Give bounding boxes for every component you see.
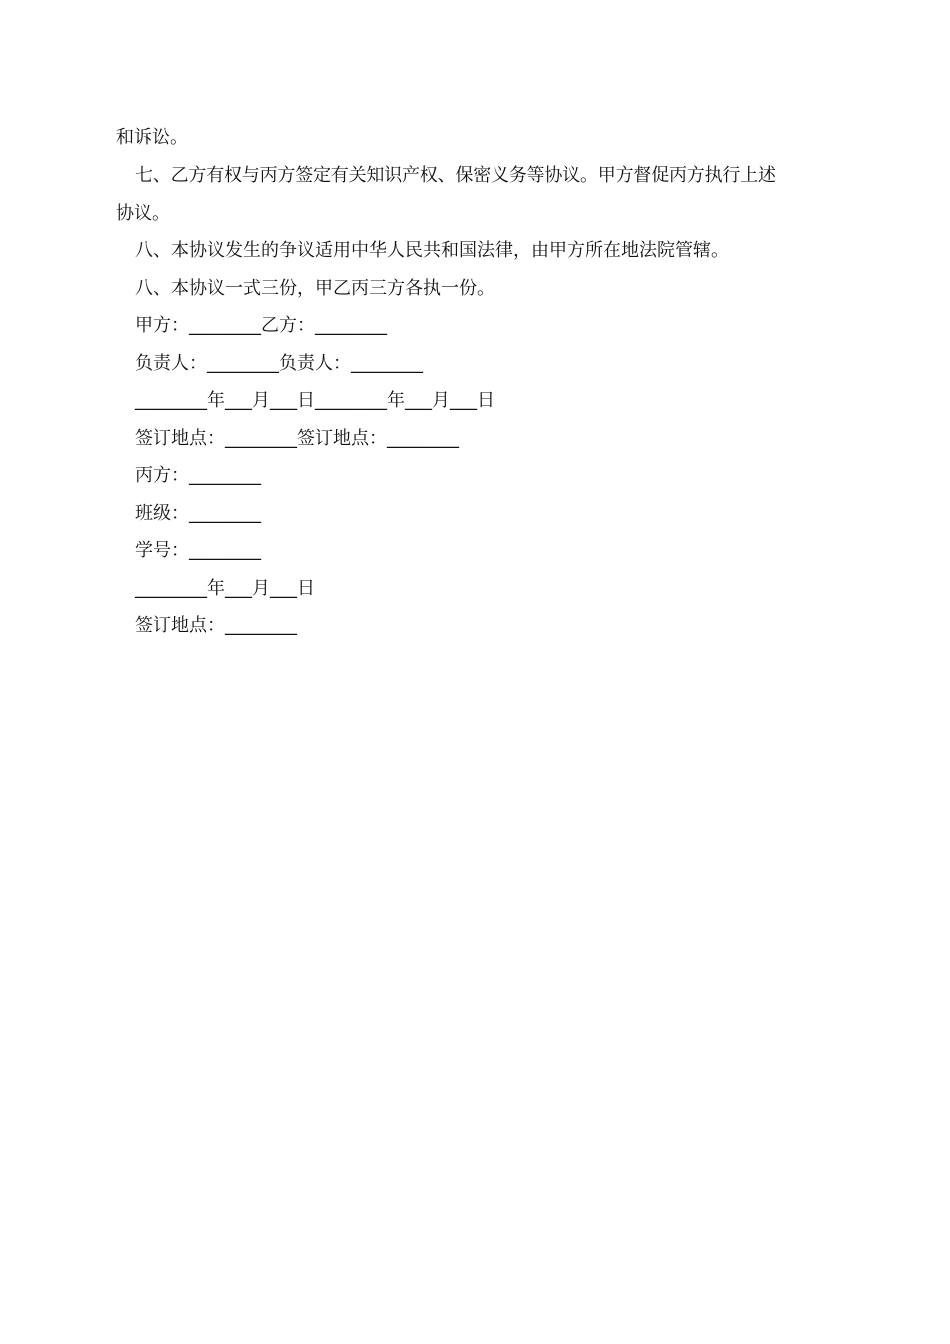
signing-place-line-ab: 签订地点：________签订地点：________: [135, 428, 459, 449]
class-line: 班级：________: [135, 503, 261, 524]
student-id-line: 学号：________: [135, 540, 261, 561]
party-a-b-line: 甲方：________乙方：________: [135, 315, 387, 336]
signing-place-line-c: 签订地点：________: [135, 615, 297, 636]
party-c-line: 丙方：________: [135, 465, 261, 486]
responsible-person-line: 负责人：________负责人：________: [135, 353, 423, 374]
text-line-clause-8-law: 八、本协议发生的争议适用中华人民共和国法律，由甲方所在地法院管辖。: [135, 240, 729, 261]
text-line-clause-8-copies: 八、本协议一式三份，甲乙丙三方各执一份。: [135, 278, 495, 299]
text-line-clause-7: 七、乙方有权与丙方签定有关知识产权、保密义务等协议。甲方督促丙方执行上述: [135, 165, 776, 186]
date-line-c: ________年___月___日: [135, 578, 315, 599]
date-line-ab: ________年___月___日________年___月___日: [135, 390, 495, 411]
text-line-clause-7-cont: 协议。: [116, 203, 170, 224]
text-line-clause-end: 和诉讼。: [116, 127, 188, 148]
